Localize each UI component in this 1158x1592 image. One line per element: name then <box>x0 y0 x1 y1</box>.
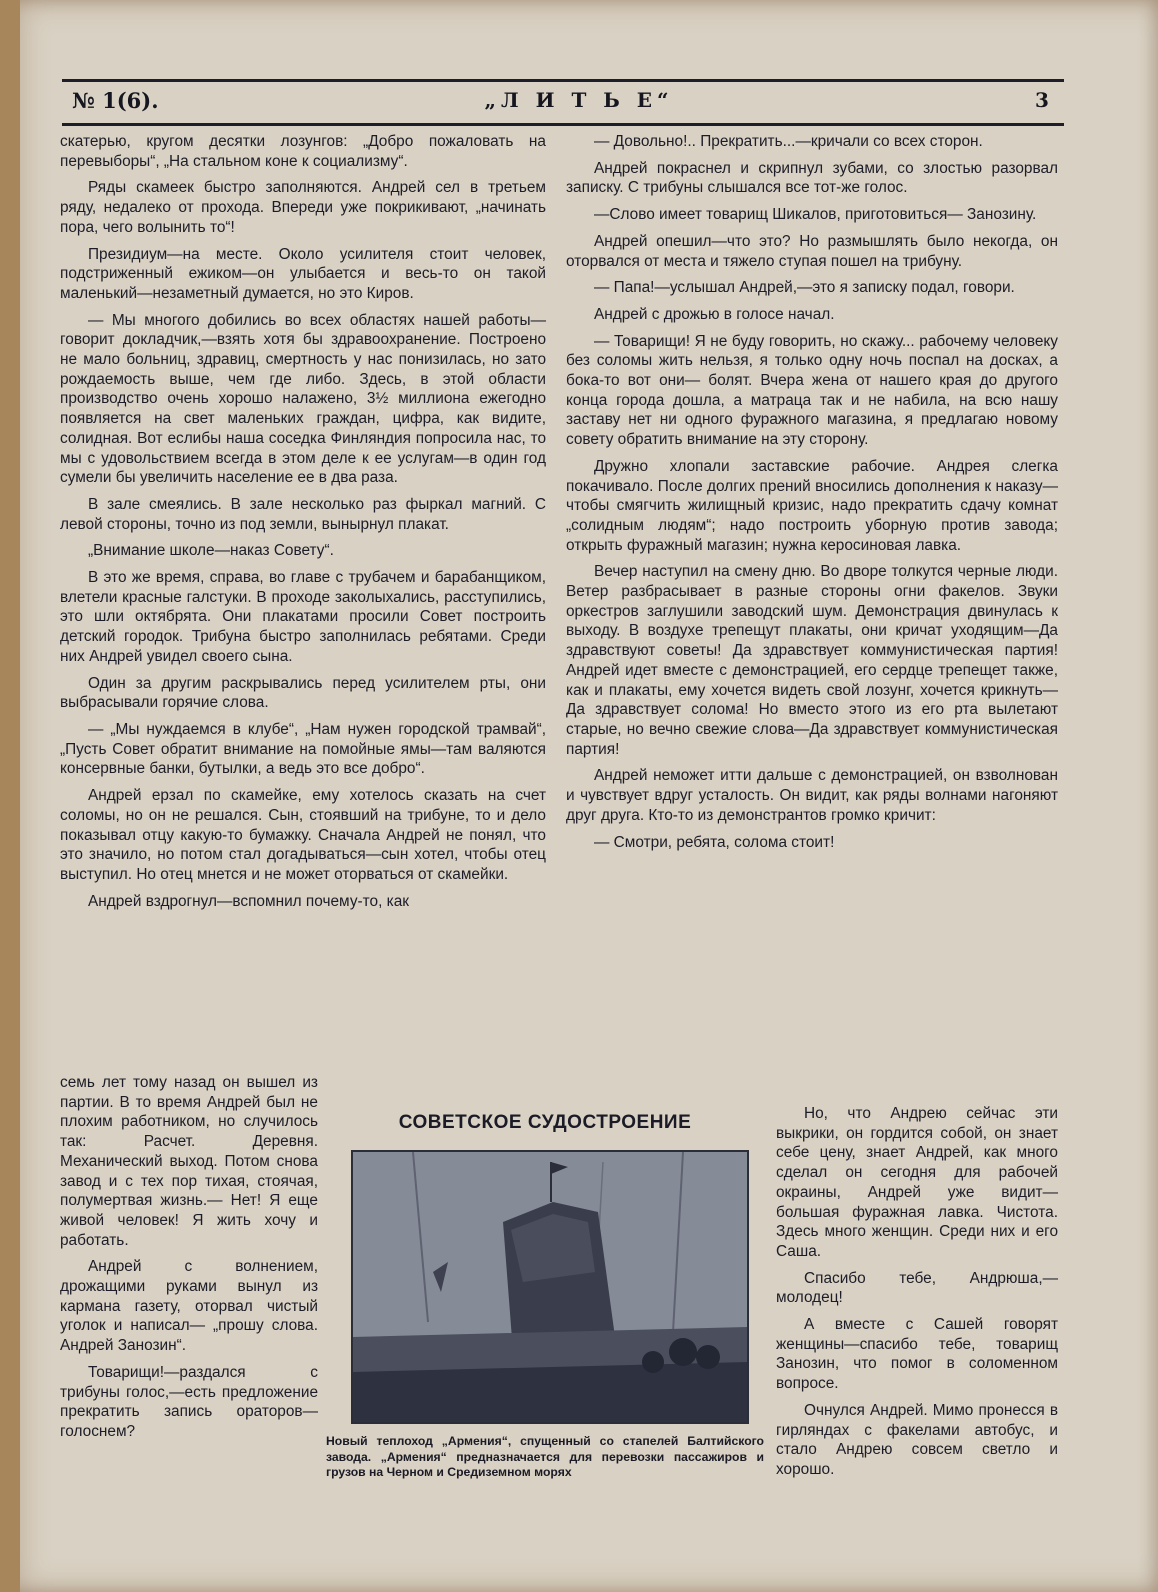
paragraph: — Довольно!.. Прекратить...—кричали со всех сторон. <box>594 133 983 150</box>
paragraph: — Мы многого добились во всех областях нашей работы—говорит докладчик,—взять хотя бы здравоохранение. Построено не мало больниц, здравиц, смертность у нас понизилась, но зато рождаемость выше, чем где либо. Здесь, в этой области производство очень хорошо налажено, 3½ миллиона ежегодно появляется на свет маленьких граждан, цифра, как видите, солидная. Вот еслибы наша соседка Финляндия попросила нас, то мы с удовольствием всегда в этом деле к ее услугам—в один год сумели бы увеличить население ее в два раза. <box>60 311 546 487</box>
issue-number: № 1(6). <box>72 88 159 113</box>
paragraph: А вместе с Сашей говорят женщины—спасибо тебе, товарищ Занозин, что помог в соломенном вопросе. <box>776 1316 1058 1393</box>
header-top-rule <box>62 79 1064 82</box>
paragraph: Андрей ерзал по скамейке, ему хотелось сказать на счет соломы, но он не решался. Сын, стоявший на трибуне, то и дело показывал отцу какую-то бумажку. Сначала Андрей не понял, что это значило, но потом стал догадываться—сын хотел, чтобы отец выступил. Но отец мнется и не может оторваться от скамейки. <box>60 787 546 883</box>
figure-caption <box>326 1434 764 1481</box>
paragraph: Президиум—на месте. Около усилителя стоит человек, подстриженный ежиком—он улыбается и весь-то он такой маленький—незаметный думается, но это Киров. <box>60 245 546 302</box>
paragraph: семь лет тому назад он вышел из партии. В то время Андрей был не плохим работником, но случилось так: Расчет. Деревня. Механический выход. Потом снова завод и с тех пор тихая, стоячая, полумертвая жизнь.— Нет! Я еще живой человек! Я жить хочу и работать. <box>60 1074 318 1249</box>
paragraph: Андрей вздрогнул—вспомнил почему-то, как <box>88 892 409 910</box>
paragraph: — „Мы нуждаемся в клубе“, „Нам нужен городской трамвай“, „Пусть Совет обратит внимание на помойные ямы—там валяются консервные банки, бутылки, а ведь это все добро“. <box>60 720 546 778</box>
paragraph: В это же время, справа, во главе с трубачем и барабанщиком, влетели красные галстуки. В проходе заколыхались, расступились, это шли октябрята. Они плакатами просили Совет построить детский городок. Трибуна быстро заполнилась ребятами. Среди них Андрей увидел своего сына. <box>60 569 546 665</box>
paragraph: —Слово имеет товарищ Шикалов, приготовиться— Занозину. <box>594 206 1037 224</box>
ship-launch-image <box>353 1152 747 1422</box>
newspaper-title: „Л И Т Ь Е“ <box>484 88 674 112</box>
caption-text: Новый теплоход „Армения“, спущенный со стапелей Балтийского завода. „Армения“ предназначается для перевозки пассажиров и грузов на Черном и Средиземном морях <box>326 1434 764 1479</box>
ship-photo <box>351 1150 749 1424</box>
paragraph: — Товарищи! Я не буду говорить, но скажу... рабочему человеку без соломы жить нельзя, я только одну ночь поспал на досках, а бока-то вот они— болят. Вчера жена от нашего края до другого конца города дошла, а матраца так и не набила, на всю нашу заставу нет ни одного фуражного магазина, я предлагаю новому совету обратить внимание на эту сторону. <box>566 332 1058 449</box>
paragraph: В зале смеялись. В зале несколько раз фыркал магний. С левой стороны, точно из под земли, вынырнул плакат. <box>60 495 546 533</box>
header-bottom-rule <box>62 123 1064 126</box>
paragraph: Но, что Андрею сейчас эти выкрики, он гордится собой, он знает себе цену, знает Андрей, как много сделал он сегодня для рабочей окраины, Андрей уже видит— большая фуражная лавка. Чистота. Здесь много женщин. Среди них и его Саша. <box>776 1105 1058 1260</box>
paragraph: Дружно хлопали заставские рабочие. Андрея слегка покачивало. После долгих прений вносились дополнения к наказу—чтобы смягчить жилищный кризис, надо прекратить сдачу комнат „солидным людям“; надо построить уборную против завода; открыть фуражный магазин; нужна керосиновая лавка. <box>566 457 1058 554</box>
paragraph: — Смотри, ребята, солома стоит! <box>594 833 835 851</box>
paragraph: Андрей с волнением, дрожащими руками вынул из кармана газету, оторвал чистый уголок и написал— „прошу слова. Андрей Занозин“. <box>60 1258 318 1355</box>
paragraph: — Папа!—услышал Андрей,—это я записку подал, говори. <box>594 279 1015 297</box>
paragraph: Андрей покраснел и скрипнул зубами, со злостью разорвал записку. С трибуны слышался все тот-же голос. <box>566 159 1058 197</box>
left-narrow-column <box>60 1073 318 1449</box>
page-number: 3 <box>1035 88 1049 112</box>
paragraph: Андрей с дрожью в голосе начал. <box>594 305 835 323</box>
paragraph: скатерью, кругом десятки лозунгов: „Добро пожаловать на перевыборы“, „На стальном коне к социализму“. <box>60 133 546 170</box>
page-edge <box>0 0 20 1592</box>
paragraph: Товарищи!—раздался с трибуны голос,—есть предложение прекратить запись ораторов—голоснем? <box>60 1363 318 1440</box>
figure-title: СОВЕТСКОЕ СУДОСТРОЕНИЕ <box>398 1112 692 1133</box>
paragraph: Очнулся Андрей. Мимо пронесся в гирляндах с факелами автобус, и стало Андрею совсем светло и хорошо. <box>776 1401 1058 1478</box>
paragraph: Андрей неможет итти дальше с демонстрацией, он взволнован и чувствует вдруг усталость. Он видит, как ряды волнами нагоняют друг друга. Кто-то из демонстрантов громко кричит: <box>566 767 1058 824</box>
paragraph: „Внимание школе—наказ Совету“. <box>88 542 334 560</box>
left-column <box>60 132 546 918</box>
paragraph: Ряды скамеек быстро заполняются. Андрей сел в третьем ряду, недалеко от прохода. Впереди уже покрикивают, „начинать пора, чего волынить то“! <box>60 179 546 236</box>
paragraph: Вечер наступил на смену дню. Во дворе толкутся черные люди. Ветер разбрасывает в разные стороны огни факелов. Звуки оркестров заглушили заводский шум. Демонстрация двинулась к выходу. В воздухе трепещут плакаты, они кричат уходящим—Да здравствуют советы! Да здравствует коммунистическая партия! Андрей идет вместе с демонстрацией, его сердце трепещет также, как и плакаты, ему хочется видеть свой лозунг, хочется крикнуть— Да здравствует солома! Но вместо этого из его рта вылетают старые, но вечно свежие слова—Да здравствует коммунистическая партия! <box>566 563 1058 758</box>
paragraph: Спасибо тебе, Андрюша,— молодец! <box>776 1269 1058 1307</box>
paragraph: Андрей опешил—что это? Но размышлять было некогда, он оторвался от места и тяжело ступая пошел на трибуну. <box>566 232 1058 270</box>
paragraph: Один за другим раскрывались перед усилителем рты, они выбрасывали горячие слова. <box>60 674 546 712</box>
right-column <box>566 132 1058 859</box>
right-narrow-column <box>776 1104 1058 1487</box>
